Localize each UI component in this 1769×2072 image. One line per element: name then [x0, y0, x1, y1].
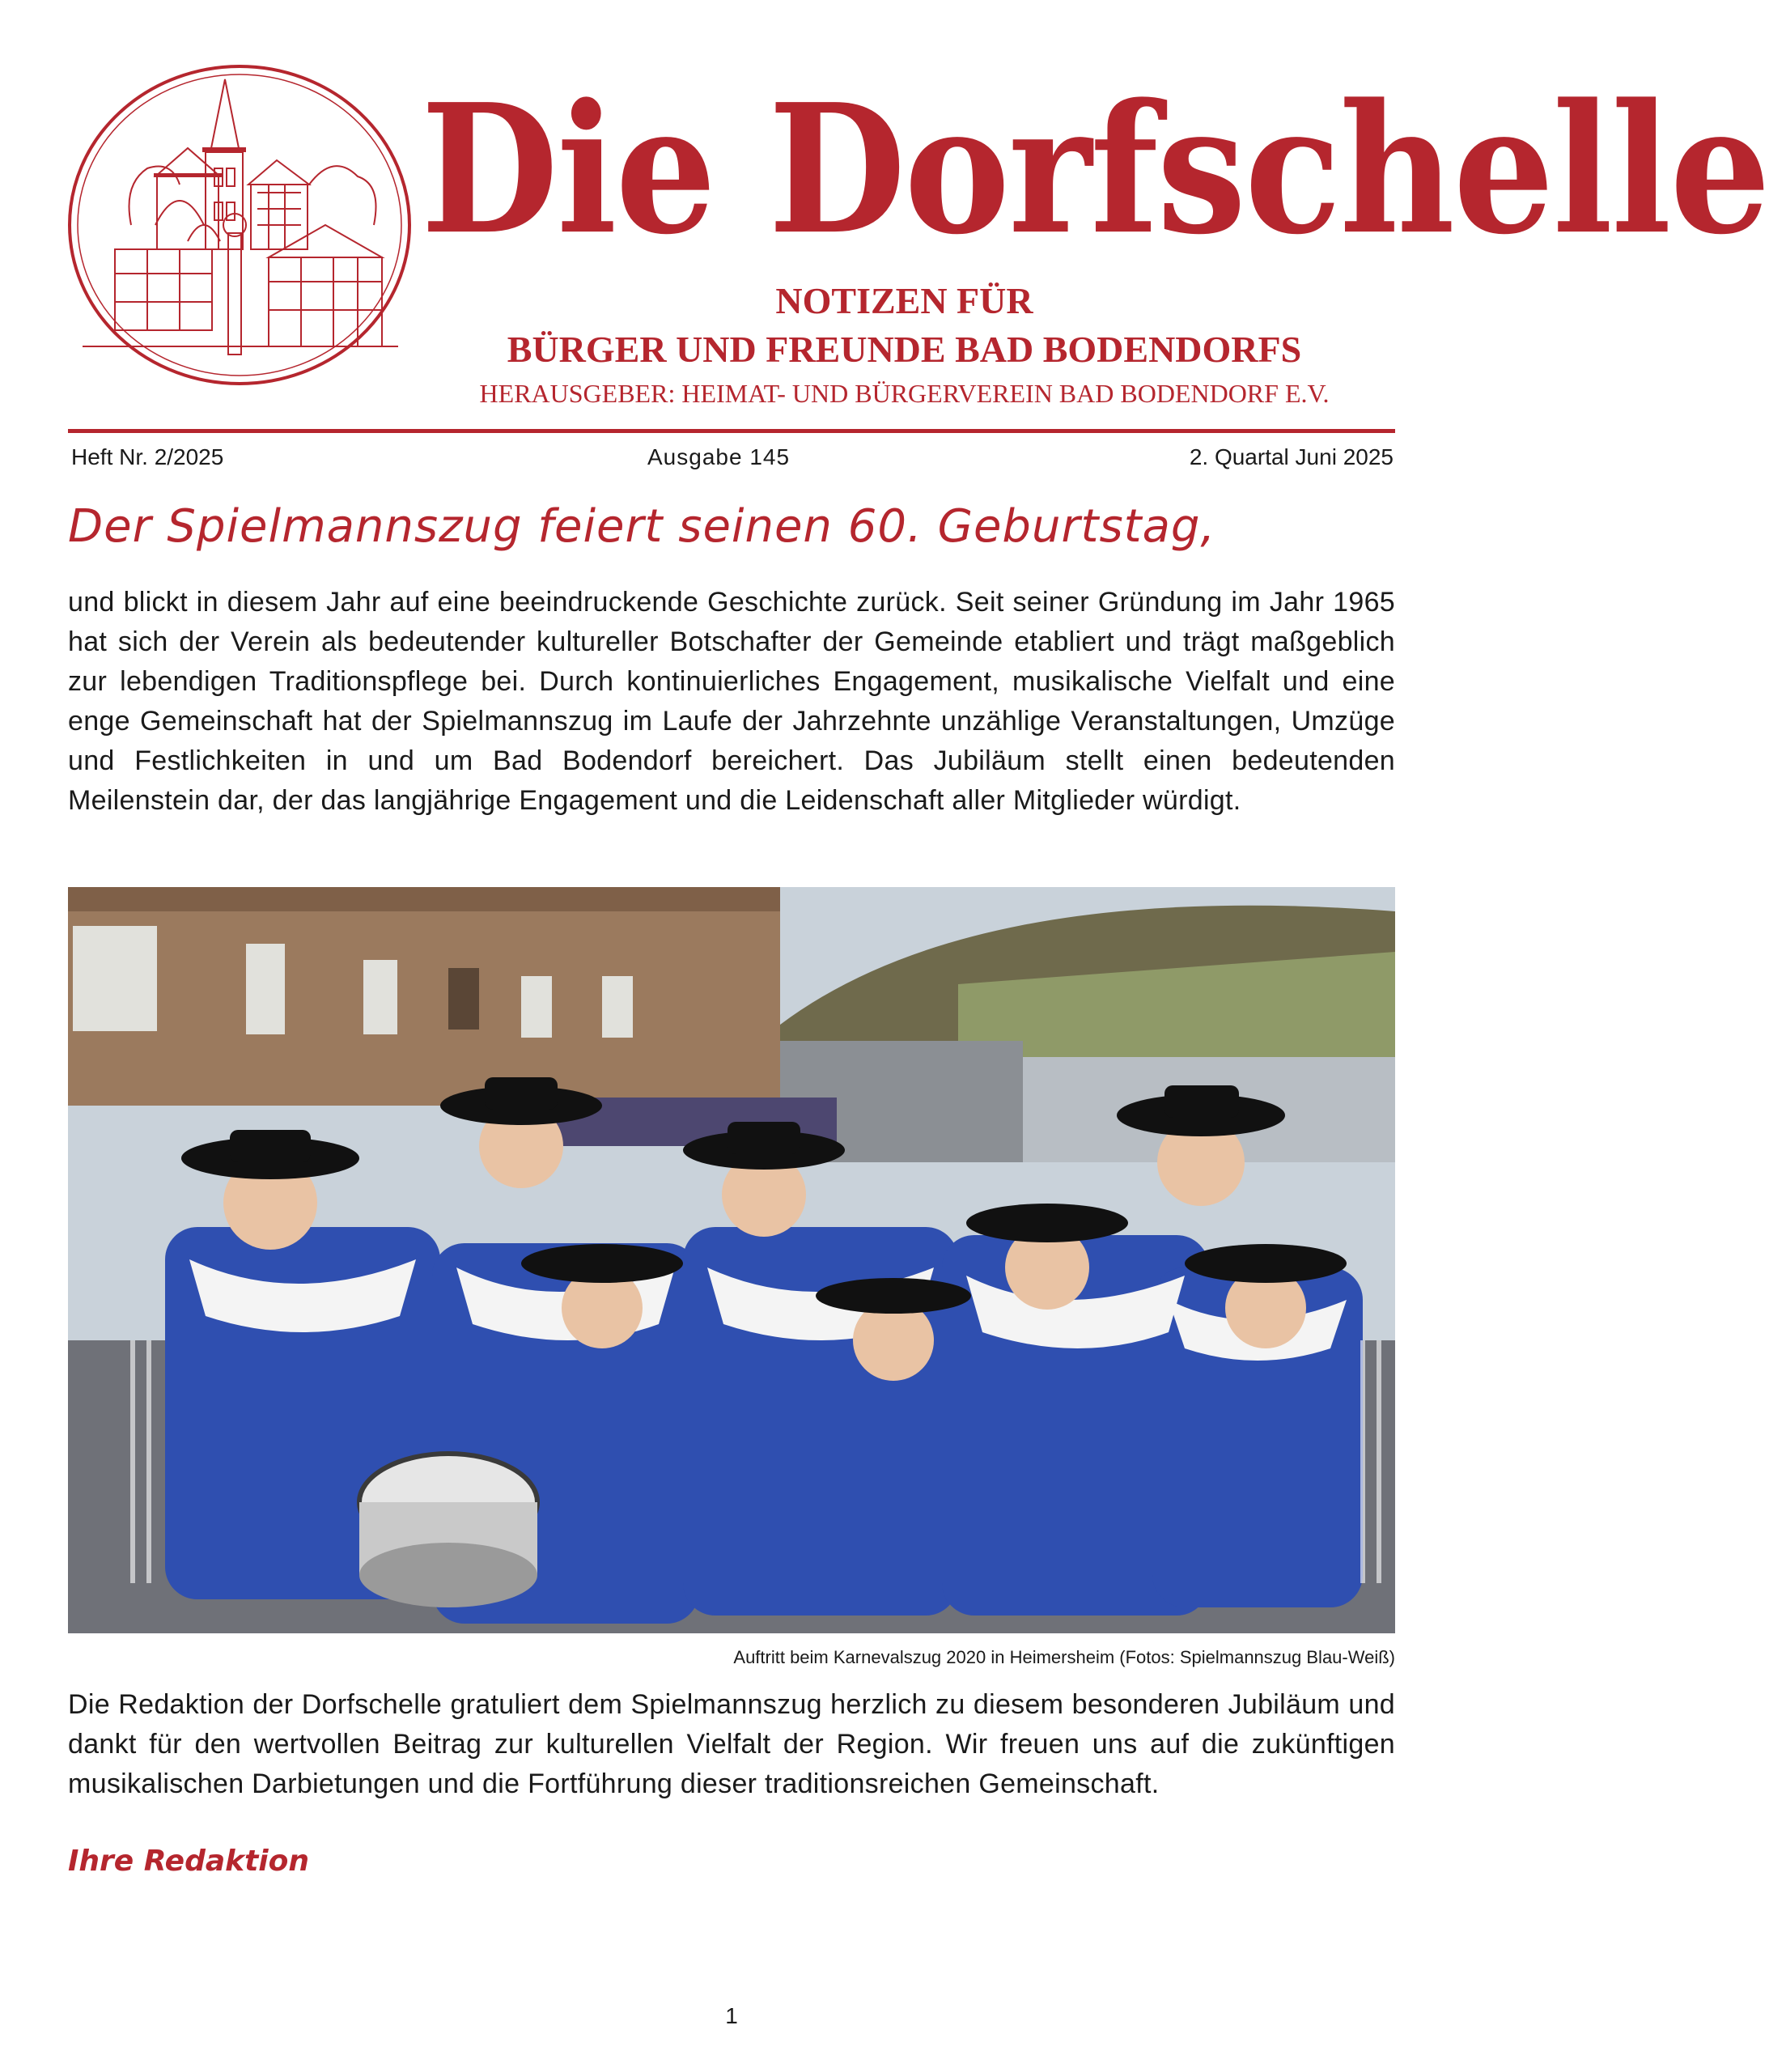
- edition-number: Ausgabe 145: [647, 444, 791, 469]
- seal-logo: [66, 63, 413, 387]
- page-number: 1: [725, 2003, 738, 2028]
- article-headline: Der Spielmannszug feiert seinen 60. Geburtstag,: [68, 500, 1216, 553]
- issue-date: 2. Quartal Juni 2025: [1189, 444, 1394, 469]
- issue-number: Heft Nr. 2/2025: [71, 444, 224, 469]
- header-divider: [68, 429, 1395, 433]
- masthead-subtitle: NOTIZEN FÜR: [775, 280, 1033, 321]
- photo-caption: Auftritt beim Karnevalszug 2020 in Heimersheim (Fotos: Spielmannszug Blau-Weiß): [733, 1647, 1395, 1667]
- masthead-title: Die Dorfschelle: [421, 66, 1769, 274]
- article-photo: [68, 887, 1395, 1633]
- intro-paragraph: und blickt in diesem Jahr auf eine beeindruckende Geschichte zurück. Seit seiner Gründung im Jahr 1965 hat sich der Verein als bedeutender kultureller Botschafter der Gemeinde etabliert und trägt maßgeblich zur lebendigen Traditionspflege bei. Durch kontinuierliches Engagement, musikalische Vielfalt und eine enge Gemeinschaft hat der Spielmannszug im Laufe der Jahrzehnte unzählige Veranstaltungen, Umzüge und Festlichkeiten in und um Bad Bodendorf bereichert. Das Jubiläum stellt einen bedeutenden Meilenstein dar, der das langjährige Engagement und die Leidenschaft aller Mitglieder würdigt.: [68, 587, 1395, 816]
- publisher-line: HERAUSGEBER: HEIMAT- UND BÜRGERVEREIN BAD BODENDORF E.V.: [479, 379, 1330, 408]
- masthead-subtitle-audience: BÜRGER UND FREUNDE BAD BODENDORFS: [507, 329, 1302, 370]
- signature: Ihre Redaktion: [68, 1845, 309, 1878]
- closing-paragraph: Die Redaktion der Dorfschelle gratuliert dem Spielmannszug herzlich zu diesem besonderen Jubiläum und dankt für den wertvollen Beitrag zur kulturellen Vielfalt der Region. Wir freuen uns auf die zukünftigen musikalischen Darbietungen und die Fortführung dieser traditionsreichen Gemeinschaft.: [68, 1689, 1395, 1799]
